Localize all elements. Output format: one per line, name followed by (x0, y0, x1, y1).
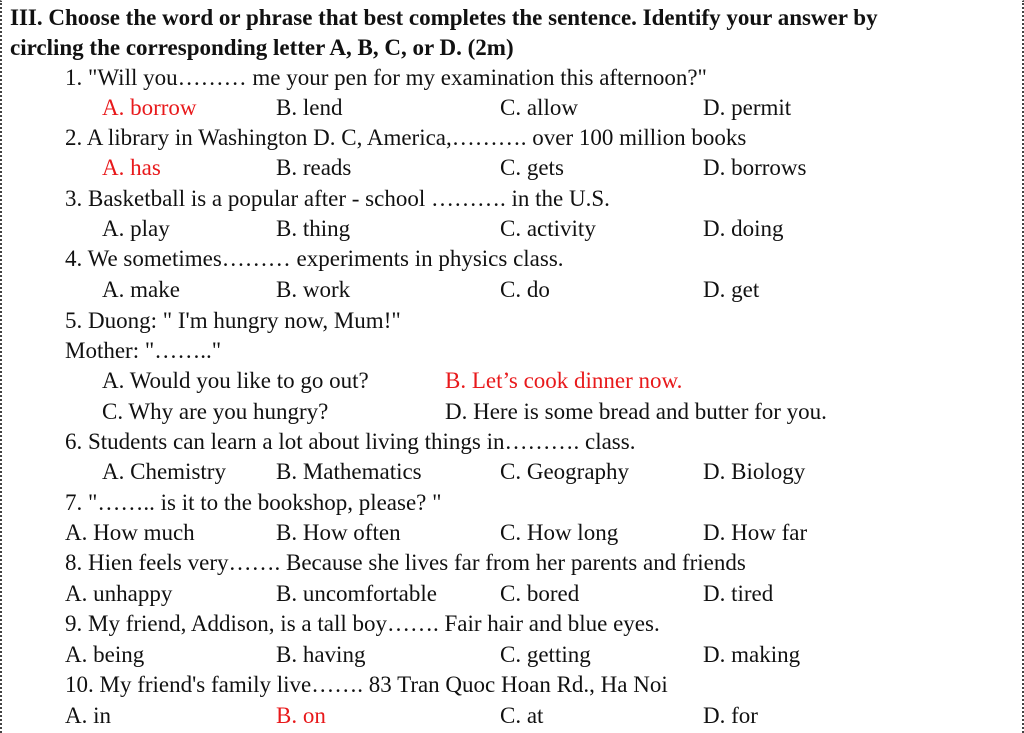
q4-option-c[interactable]: C. do (500, 277, 550, 302)
question-7-stem: 7. "…….. is it to the bookshop, please? " (65, 490, 442, 515)
q8-option-d[interactable]: D. tired (703, 581, 774, 606)
q3-option-a[interactable]: A. play (102, 216, 170, 241)
q9-option-c[interactable]: C. getting (500, 642, 591, 667)
q8-option-b[interactable]: B. uncomfortable (276, 581, 437, 606)
q7-option-b[interactable]: B. How often (276, 520, 401, 545)
question-2-stem: 2. A library in Washington D. C, America,………. over 100 million books (65, 125, 747, 150)
q10-option-c[interactable]: C. at (500, 703, 544, 728)
q3-option-d[interactable]: D. doing (703, 216, 784, 241)
q2-option-d[interactable]: D. borrows (703, 155, 807, 180)
q1-option-a[interactable]: A. borrow (102, 95, 197, 120)
q9-option-b[interactable]: B. having (276, 642, 366, 667)
question-9-stem: 9. My friend, Addison, is a tall boy……. Fair hair and blue eyes. (65, 611, 660, 636)
q7-option-c[interactable]: C. How long (500, 520, 619, 545)
q1-option-c[interactable]: C. allow (500, 95, 578, 120)
q6-option-a[interactable]: A. Chemistry (102, 459, 226, 484)
q3-option-b[interactable]: B. thing (276, 216, 351, 241)
q6-option-c[interactable]: C. Geography (500, 459, 630, 484)
question-1-stem: 1. "Will you……… me your pen for my examination this afternoon?" (65, 65, 707, 90)
q8-option-a[interactable]: A. unhappy (65, 581, 173, 606)
question-10-stem: 10. My friend's family live……. 83 Tran Quoc Hoan Rd., Ha Noi (65, 672, 668, 697)
q5-option-c[interactable]: C. Why are you hungry? (102, 399, 329, 424)
q5-option-b[interactable]: B. Let’s cook dinner now. (445, 368, 683, 393)
question-8-stem: 8. Hien feels very……. Because she lives far from her parents and friends (65, 550, 746, 575)
q7-option-d[interactable]: D. How far (703, 520, 808, 545)
q10-option-a[interactable]: A. in (65, 703, 111, 728)
q5-option-d[interactable]: D. Here is some bread and butter for you. (445, 399, 827, 424)
section-heading (10, 3, 1024, 63)
q3-option-c[interactable]: C. activity (500, 216, 596, 241)
q10-option-d[interactable]: D. for (703, 703, 758, 728)
q2-option-a[interactable]: A. has (102, 155, 161, 180)
question-4-stem: 4. We sometimes……… experiments in physics class. (65, 246, 564, 271)
question-3-stem: 3. Basketball is a popular after - school ………. in the U.S. (65, 186, 610, 211)
q10-option-b[interactable]: B. on (276, 703, 326, 728)
q1-option-d[interactable]: D. permit (703, 95, 792, 120)
q6-option-d[interactable]: D. Biology (703, 459, 806, 484)
q1-option-b[interactable]: B. lend (276, 95, 343, 120)
q6-option-b[interactable]: B. Mathematics (276, 459, 422, 484)
q9-option-a[interactable]: A. being (65, 642, 145, 667)
question-6-stem: 6. Students can learn a lot about living things in………. class. (65, 429, 636, 454)
q5-option-a[interactable]: A. Would you like to go out? (102, 368, 369, 393)
q2-option-b[interactable]: B. reads (276, 155, 352, 180)
q4-option-d[interactable]: D. get (703, 277, 760, 302)
q4-option-b[interactable]: B. work (276, 277, 351, 302)
heading-line-2: circling the corresponding letter A, B, C, or D. (2m) (10, 35, 514, 60)
heading-line-1: III. Choose the word or phrase that best completes the sentence. Identify your answer by (10, 5, 878, 30)
question-5-stem: 5. Duong: " I'm hungry now, Mum!" (65, 308, 401, 333)
q7-option-a[interactable]: A. How much (65, 520, 195, 545)
q8-option-c[interactable]: C. bored (500, 581, 580, 606)
question-5-stem-2: Mother: "…….." (65, 338, 222, 363)
q9-option-d[interactable]: D. making (703, 642, 801, 667)
q4-option-a[interactable]: A. make (102, 277, 180, 302)
q2-option-c[interactable]: C. gets (500, 155, 564, 180)
